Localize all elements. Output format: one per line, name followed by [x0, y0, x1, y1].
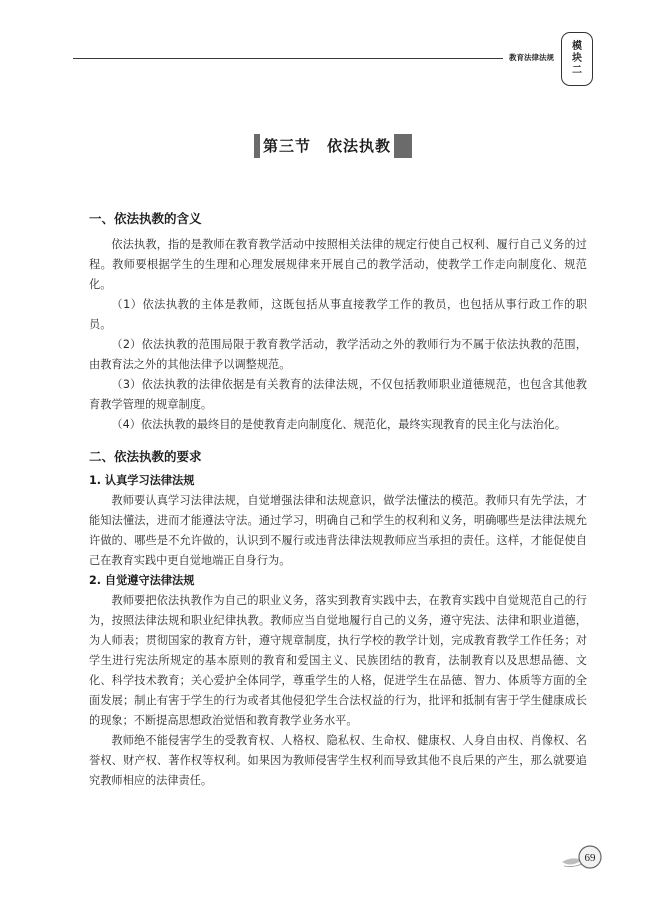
main-content [89, 209, 587, 791]
badge-char: 二 [572, 65, 582, 76]
header-rule [73, 58, 503, 59]
subheading-study: 1. 认真学习法律法规 [89, 474, 195, 487]
paragraph: 教师要认真学习法律法规，自觉增强法律和法规意识，做学法懂法的模范。教师只有先学法，才能知法懂法，进而才能遵法守法。通过学习，明确自己和学生的权利和义务，明确哪些是法律法规允许做的、哪些是不允许做的，认识到不履行或违背法律法规教师应当承担的责任。这样，才能促使自己在教育实践中更自觉地端正自身行为。 [89, 494, 587, 567]
page-number: 69 [584, 852, 596, 864]
title-bar-right [394, 134, 412, 158]
badge-char: 块 [572, 53, 582, 64]
paragraph: 教师要把依法执教作为自己的职业义务，落实到教育实践中去，在教育实践中自觉规范自己的行为，按照法律法规和职业纪律执教。教师应当自觉地履行自己的义务，遵守宪法、法律和职业道德，为人师表；贯彻国家的教育方针，遵守规章制度，执行学校的教学计划，完成教育教学工作任务；对学生进行宪法所规定的基本原则的教育和爱国主义、民族团结的教育，法制教育以及思想品德、文化、科学技术教育；关心爱护全体同学，尊重学生的人格，促进学生在品德、智力、体质等方面的全面发展；制止有害于学生的行为或者其他侵犯学生合法权益的行为，批评和抵制有害于学生健康成长的现象；不断提高思想政治觉悟和教育教学业务水平。 [89, 594, 587, 727]
subheading-comply: 2. 自觉遵守法律法规 [89, 574, 195, 587]
paragraph: （3）依法执教的法律依据是有关教育的法律法规，不仅包括教师职业道德规范，也包含其他教育教学管理的规章制度。 [89, 378, 587, 411]
paragraph: 教师绝不能侵害学生的受教育权、人格权、隐私权、生命权、健康权、人身自由权、肖像权、名誉权、财产权、著作权等权利。如果因为教师侵害学生权利而导致其他不良后果的产生，那么就要追究教师相应的法律责任。 [89, 734, 587, 787]
heading-requirements: 二、依法执教的要求 [89, 449, 202, 464]
module-badge [561, 32, 593, 86]
paragraph: 依法执教，指的是教师在教育教学活动中按照相关法律的规定行使自己权利、履行自己义务的过程。教师要根据学生的生理和心理发展规律来开展自己的教学活动，使教学工作走向制度化、规范化。 [89, 238, 587, 291]
paragraph: （1）依法执教的主体是教师，这既包括从事直接教学工作的教员，也包括从事行政工作的职员。 [89, 298, 587, 331]
section-title: 第三节 依法执教 [262, 137, 391, 155]
header-tag: 教育法律法规 [509, 53, 554, 62]
page-number-ornament [560, 842, 610, 872]
heading-meaning: 一、依法执教的含义 [89, 211, 202, 226]
paragraph: （2）依法执教的范围局限于教育教学活动，教学活动之外的教师行为不属于依法执教的范围，由教育法之外的其他法律予以调整规范。 [89, 338, 587, 371]
paragraph: （4）依法执教的最终目的是使教育走向制度化、规范化，最终实现教育的民主化与法治化。 [111, 418, 567, 431]
section-title-box [254, 134, 412, 158]
badge-char: 模 [572, 41, 582, 52]
